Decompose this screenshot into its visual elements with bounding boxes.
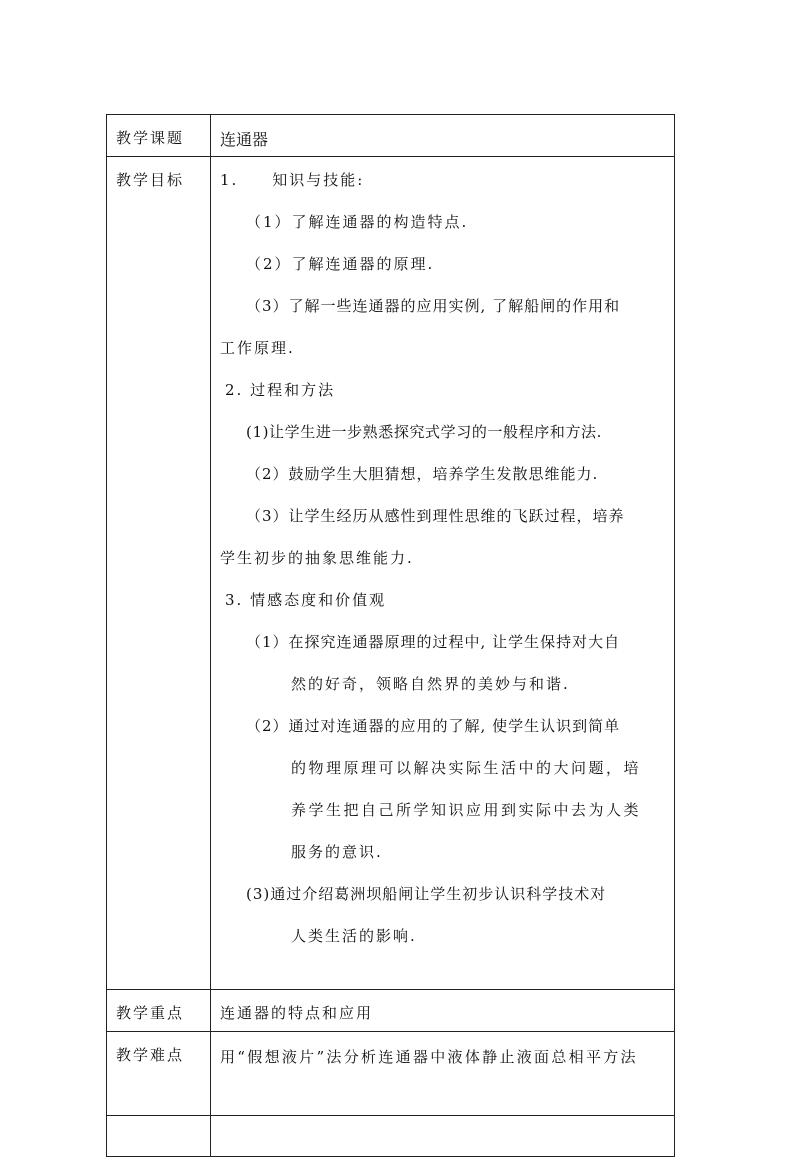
difficulty-label-cell (107, 1032, 211, 1116)
goals-label-cell (107, 157, 211, 990)
difficulty-value-cell (211, 1032, 675, 1116)
goal-line: 服务的意识. (291, 843, 383, 861)
goal-line: 然的好奇，领略自然界的美妙与和谐. (291, 675, 570, 693)
goal-line: （2）了解连通器的原理. (246, 255, 435, 273)
key-points-value: 连通器的特点和应用 (220, 1004, 374, 1022)
topic-label-cell (107, 115, 211, 157)
goal-line: （1）在探究连通器原理的过程中, 让学生保持对大自 (246, 633, 621, 651)
goals-cell (211, 157, 675, 990)
topic-label: 教学课题 (116, 129, 185, 147)
goal-line: 的物理原理可以解决实际生活中的大问题，培 (291, 759, 642, 777)
table-row (107, 115, 675, 157)
goal-line: 学生初步的抽象思维能力. (220, 549, 414, 567)
empty-cell (211, 1116, 675, 1157)
goal-line: （2）通过对连通器的应用的了解, 使学生认识到简单 (246, 717, 621, 735)
goal-line: 养学生把自己所学知识应用到实际中去为人类 (291, 801, 642, 819)
goal-line: （3）让学生经历从感性到理性思维的飞跃过程，培养 (246, 507, 625, 525)
goal-line: 2. 过程和方法 (225, 381, 336, 399)
key-points-label: 教学重点 (116, 1004, 185, 1022)
table-row (107, 1116, 675, 1157)
goal-line: （3）了解一些连通器的应用实例, 了解船闸的作用和 (246, 297, 621, 315)
topic-value: 连通器 (220, 130, 269, 149)
goal-line: 3. 情感态度和价值观 (225, 591, 387, 609)
empty-cell (107, 1116, 211, 1157)
difficulty-value: 用“假想液片”法分析连通器中液体静止液面总相平方法 (220, 1048, 638, 1066)
goal-line: 工作原理. (220, 339, 295, 357)
lesson-plan-table (106, 114, 675, 1157)
goal-line: （1）了解连通器的构造特点. (246, 213, 469, 231)
goals-label: 教学目标 (116, 171, 185, 189)
goal-line: （2）鼓励学生大胆猜想，培养学生发散思维能力. (246, 465, 599, 483)
difficulty-label: 教学难点 (116, 1046, 185, 1064)
table-row (107, 990, 675, 1032)
table-row (107, 1032, 675, 1116)
goal-line: 1. 知识与技能: (220, 171, 365, 189)
goal-line: (1)让学生进一步熟悉探究式学习的一般程序和方法. (246, 423, 603, 441)
key-points-label-cell (107, 990, 211, 1032)
table-row (107, 157, 675, 990)
topic-value-cell (211, 115, 675, 157)
goal-line: (3)通过介绍葛洲坝船闸让学生初步认识科学技术对 (246, 885, 607, 903)
key-points-value-cell (211, 990, 675, 1032)
goal-line: 人类生活的影响. (291, 927, 417, 945)
